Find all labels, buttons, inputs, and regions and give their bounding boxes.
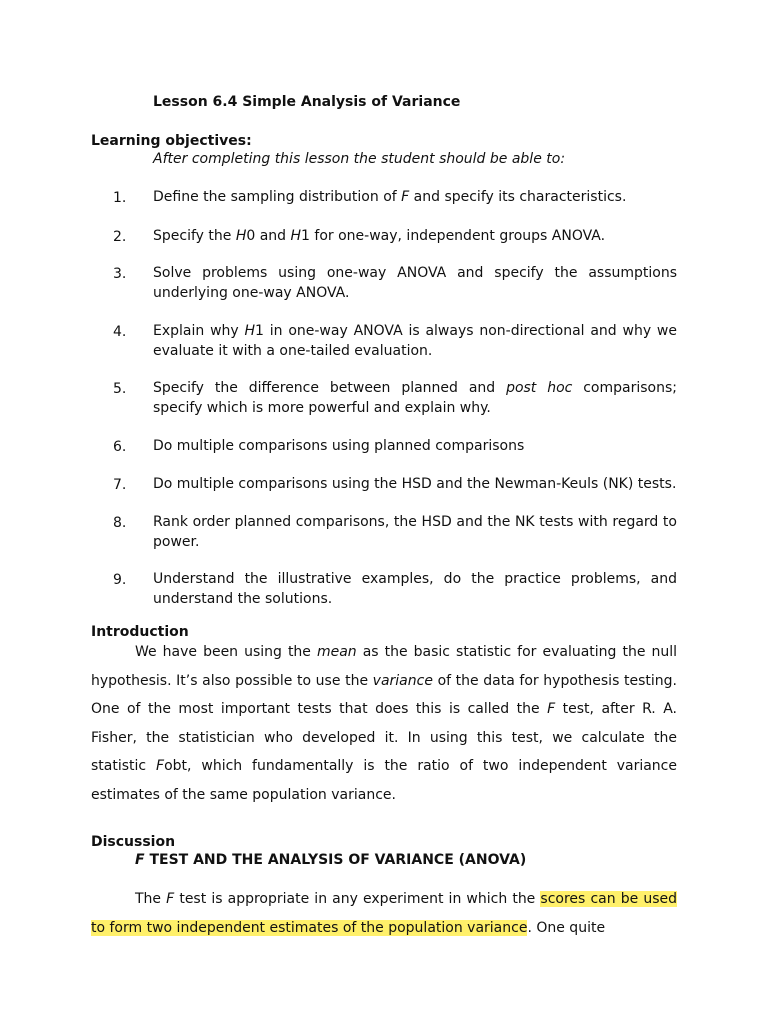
objective-item-3 xyxy=(153,264,677,303)
intro-italic: F xyxy=(156,758,165,775)
objective-number: 5. xyxy=(113,381,127,397)
intro-text: as the basic statistic for evaluating the null hypothesis. It’s also possible to use the xyxy=(91,644,678,689)
highlighted-text: scores can be used to form two independent estimates of the population variance xyxy=(91,891,677,936)
objective-italic: H xyxy=(235,228,247,244)
objective-text: Define the sampling distribution of xyxy=(153,189,402,205)
intro-text: of the data for hypothesis testing. One of the most important tests that does this is called the xyxy=(91,672,677,718)
discussion-italic: F xyxy=(166,891,175,907)
objective-text: Do multiple comparisons using planned comparisons xyxy=(153,438,525,454)
objective-text: Explain why xyxy=(153,323,245,339)
objective-number: 2. xyxy=(113,229,127,245)
objective-text: and specify its characteristics. xyxy=(409,189,627,205)
introduction-heading: Introduction xyxy=(91,624,189,640)
objective-text: 0 and xyxy=(246,228,291,244)
introduction-paragraph xyxy=(91,638,677,810)
objective-italic: H xyxy=(290,228,302,244)
objective-italic: F xyxy=(401,189,410,205)
objective-number: 1. xyxy=(113,190,127,206)
objective-item-1 xyxy=(153,188,677,208)
objective-number: 6. xyxy=(113,439,127,455)
objective-text: 1 in one-way ANOVA is always non-directional and why we evaluate it with a one-tailed evaluation. xyxy=(153,323,677,359)
intro-text: We have been using the xyxy=(135,644,317,660)
discussion-text: test is appropriate in any experiment in which the xyxy=(174,891,541,907)
intro-italic: variance xyxy=(372,672,433,689)
objective-item-2 xyxy=(153,227,677,247)
objective-item-9 xyxy=(153,570,677,609)
objective-number: 7. xyxy=(113,477,127,493)
subheading-text: TEST AND THE ANALYSIS OF VARIANCE (ANOVA) xyxy=(144,852,527,868)
objectives-heading: Learning objectives: xyxy=(91,133,252,149)
intro-italic: mean xyxy=(316,644,357,660)
lesson-title: Lesson 6.4 Simple Analysis of Variance xyxy=(153,94,461,110)
intro-italic: F xyxy=(547,701,556,718)
objective-italic: post hoc xyxy=(506,380,573,396)
discussion-heading: Discussion xyxy=(91,834,176,850)
intro-text: obt, which fundamentally is the ratio of two independent variance estimates of the same population variance. xyxy=(91,758,677,803)
discussion-paragraph xyxy=(91,885,677,942)
objective-text: Specify the xyxy=(153,228,236,244)
objective-text: Solve problems using one-way ANOVA and specify the assumptions underlying one-way ANOVA. xyxy=(153,265,677,301)
discussion-text: . One quite xyxy=(527,919,606,936)
discussion-text: The xyxy=(135,891,167,907)
objective-text: Understand the illustrative examples, do the practice problems, and understand the solutions. xyxy=(153,571,677,607)
objective-text: Rank order planned comparisons, the HSD and the NK tests with regard to power. xyxy=(153,514,677,550)
objectives-intro: After completing this lesson the student should be able to: xyxy=(153,151,566,167)
discussion-subheading xyxy=(135,852,526,868)
objective-item-7 xyxy=(153,475,677,495)
intro-text: test, after R. A. Fisher, the statistician who developed it. In using this test, we calculate the statistic xyxy=(91,701,678,775)
objective-text: 1 for one-way, independent groups ANOVA. xyxy=(301,228,606,244)
objective-text: comparisons; specify which is more powerful and explain why. xyxy=(153,380,677,416)
objective-number: 4. xyxy=(113,324,127,340)
objective-number: 8. xyxy=(113,515,127,531)
objective-text: Specify the difference between planned and xyxy=(153,380,507,396)
objective-text: Do multiple comparisons using the HSD and the Newman-Keuls (NK) tests. xyxy=(153,476,677,492)
objective-italic: H xyxy=(244,323,256,339)
subheading-italic: F xyxy=(135,852,145,868)
objective-number: 9. xyxy=(113,572,127,588)
objective-item-6 xyxy=(153,437,677,457)
objective-number: 3. xyxy=(113,266,127,282)
objective-item-8 xyxy=(153,513,677,552)
objective-item-5 xyxy=(153,379,677,418)
objective-item-4 xyxy=(153,322,677,361)
